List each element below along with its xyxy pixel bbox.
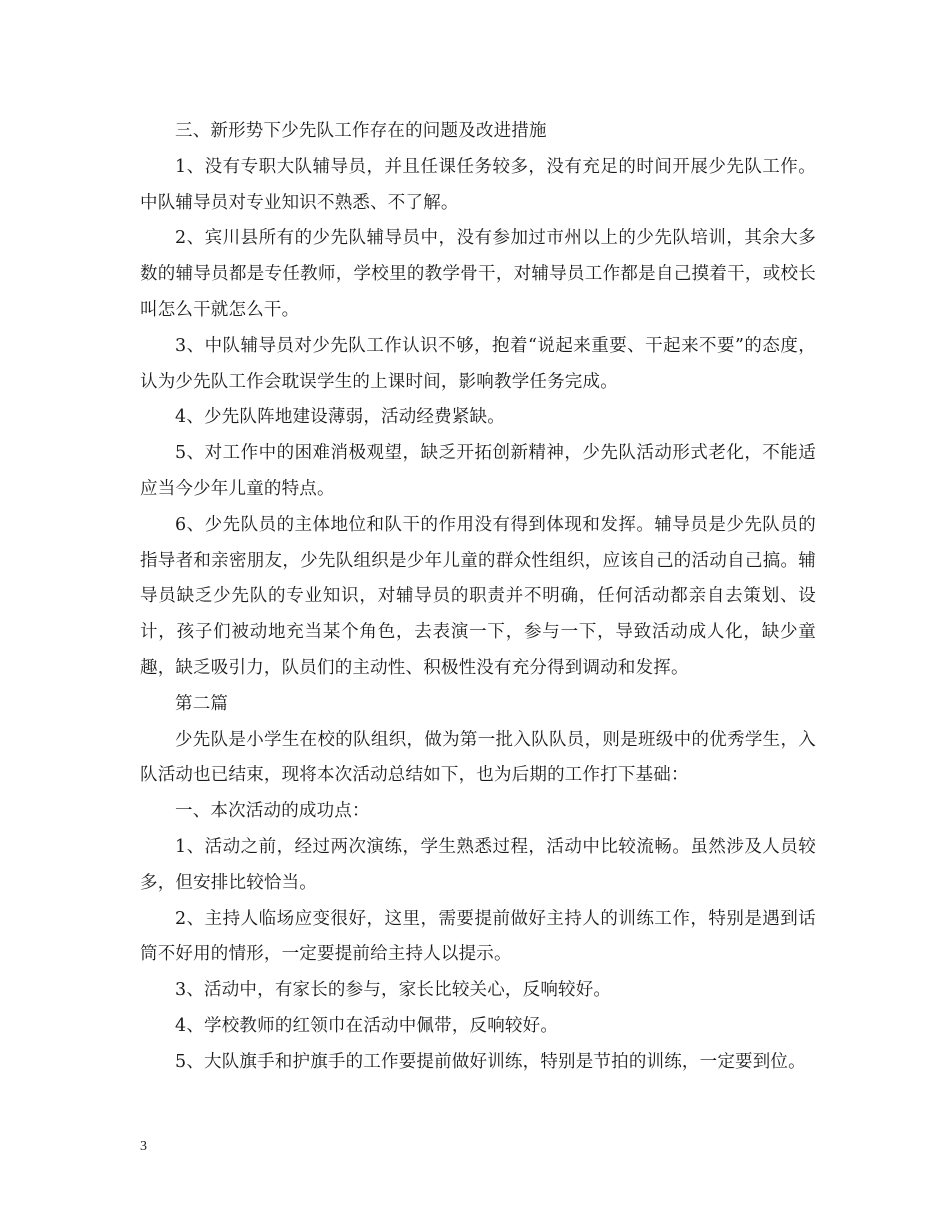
paragraph: 少先队是小学生在校的队组织，做为第一批入队队员，则是班级中的优秀学生，入队活动也已结束，现将本次活动总结如下，也为后期的工作打下基础：	[140, 729, 816, 786]
paragraph: 2、主持人临场应变很好，这里，需要提前做好主持人的训练工作，特别是遇到话筒不好用的情形，一定要提前给主持人以提示。	[140, 908, 816, 965]
paragraph: 6、少先队员的主体地位和队干的作用没有得到体现和发挥。辅导员是少先队员的指导者和亲密朋友，少先队组织是少年儿童的群众性组织，应该自己的活动自己搞。辅导员缺乏少先队的专业知识，对辅导员的职责并不明确，任何活动都亲自去策划、设计，孩子们被动地充当某个角色，去表演一下，参与一下，导致活动成人化，缺少童趣，缺乏吸引力，队员们的主动性、积极性没有充分得到调动和发挥。	[140, 514, 816, 678]
paragraph: 1、没有专职大队辅导员，并且任课任务较多，没有充足的时间开展少先队工作。中队辅导员对专业知识不熟悉、不了解。	[140, 156, 816, 213]
document-body	[140, 114, 816, 1081]
section-heading: 一、本次活动的成功点：	[175, 801, 370, 822]
section-heading: 第二篇	[175, 693, 229, 714]
page-number: 3	[140, 1139, 147, 1154]
paragraph: 5、大队旗手和护旗手的工作要提前做好训练，特别是节拍的训练，一定要到位。	[175, 1051, 806, 1072]
paragraph: 3、活动中，有家长的参与，家长比较关心，反响较好。	[175, 980, 612, 1001]
paragraph: 4、学校教师的红领巾在活动中佩带，反响较好。	[175, 1015, 559, 1036]
paragraph: 1、活动之前，经过两次演练，学生熟悉过程，活动中比较流畅。虽然涉及人员较多，但安排比较恰当。	[140, 836, 816, 893]
paragraph: 5、对工作中的困难消极观望，缺乏开拓创新精神，少先队活动形式老化，不能适应当今少年儿童的特点。	[140, 443, 816, 499]
paragraph: 2、宾川县所有的少先队辅导员中，没有参加过市州以上的少先队培训，其余大多数的辅导员都是专任教师，学校里的教学骨干，对辅导员工作都是自己摸着干，或校长叫怎么干就怎么干。	[140, 228, 816, 320]
paragraph: 4、少先队阵地建设薄弱，活动经费紧缺。	[175, 407, 505, 428]
paragraph: 3、中队辅导员对少先队工作认识不够，抱着“说起来重要、干起来不要”的态度，认为少先队工作会耽误学生的上课时间，影响教学任务完成。	[140, 335, 816, 392]
section-heading: 三、新形势下少先队工作存在的问题及改进措施	[175, 121, 547, 141]
